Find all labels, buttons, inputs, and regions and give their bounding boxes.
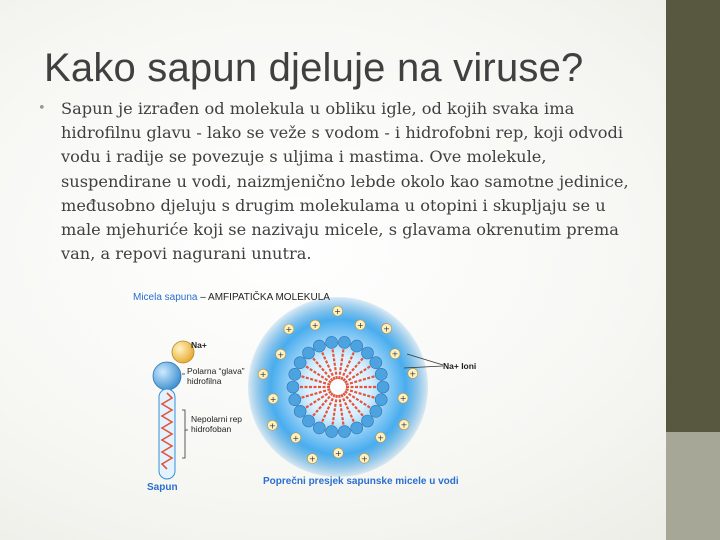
bullet-paragraph <box>38 97 638 266</box>
micelle-head <box>375 368 387 380</box>
sodium-ion <box>398 393 408 403</box>
svg-text:+: + <box>277 350 285 360</box>
slide-title: Kako sapun djeluje na viruse? <box>44 46 584 90</box>
micelle-section-caption: Poprečni presjek sapunske micele u vodi <box>263 476 459 487</box>
micelle-head <box>313 422 325 434</box>
micelle-head <box>377 381 389 393</box>
micelle-head <box>326 426 338 438</box>
svg-text:+: + <box>400 420 408 430</box>
micelle-head <box>370 405 382 417</box>
polar-head-label: Polarna “glava” hidrofilna <box>187 366 245 386</box>
sodium-ion <box>408 368 418 378</box>
micelle-head <box>303 415 315 427</box>
micelle-head <box>361 347 373 359</box>
sodium-ion <box>268 394 278 404</box>
svg-text:+: + <box>356 320 364 330</box>
micelle-head <box>351 340 363 352</box>
sodium-ion <box>390 349 400 359</box>
svg-text:+: + <box>269 421 276 431</box>
svg-text:+: + <box>399 394 407 404</box>
micelle-head <box>338 336 350 348</box>
sodium-ion <box>284 324 294 334</box>
sodium-ion <box>355 320 365 330</box>
svg-text:+: + <box>292 433 300 443</box>
svg-text:+: + <box>308 454 316 464</box>
micelle-head <box>375 394 387 406</box>
sodium-ion <box>310 320 320 330</box>
svg-text:+: + <box>377 433 385 443</box>
micelle-head <box>303 347 315 359</box>
figure-caption-top: Micela sapuna – AMFIPATIČKA MOLEKULA <box>133 292 330 303</box>
svg-text:+: + <box>259 370 267 380</box>
micelle-head <box>313 340 325 352</box>
nonpolar-tail-label: Nepolarni rep hidrofoban <box>191 414 243 434</box>
svg-text:+: + <box>391 349 399 359</box>
svg-text:+: + <box>383 324 390 334</box>
sodium-ion <box>376 432 386 442</box>
sodium-ion <box>307 454 317 464</box>
sodium-ion <box>276 349 286 359</box>
svg-text:+: + <box>360 454 368 464</box>
svg-text:+: + <box>311 321 319 331</box>
sodium-ion <box>333 306 343 316</box>
sodium-ion <box>333 448 343 458</box>
soap-molecule-diagram <box>153 341 194 479</box>
micelle-head <box>351 422 363 434</box>
svg-text:+: + <box>409 369 417 379</box>
micelle-illustration <box>125 290 495 495</box>
micelle-head <box>326 336 338 348</box>
micelle-head <box>289 394 301 406</box>
sodium-ion <box>399 420 409 430</box>
bullet-text: Sapun je izrađen od molekula u obliku igle, od kojih svaka ima hidrofilnu glavu - lako se veže s vodom - i hidrofobni rep, koji odvodi vodu i radije se povezuje s uljima i mastima. Ove molekule, suspendirane u vodi, naizmjenično lebde okolo kao samotne jedinice, međusobno djeluju s drugim molekulama u otopini i skupljaju se u male mjehuriće koji se nazivaju micele, s glavama okrenutim prema van, a repovi nagurani unutra. <box>61 99 629 264</box>
ions-label: Na+ Ioni <box>443 361 477 371</box>
sodium-ion <box>359 453 369 463</box>
sidebar-accent-block <box>666 432 720 540</box>
bullet-marker: • <box>38 101 46 116</box>
micelle-head <box>287 381 299 393</box>
svg-text:+: + <box>285 325 293 335</box>
svg-text:+: + <box>334 307 342 317</box>
svg-text:+: + <box>334 448 342 458</box>
svg-text:+: + <box>269 394 277 404</box>
soap-micelle-figure <box>125 290 495 495</box>
micelle-head <box>370 357 382 369</box>
micelle-head <box>294 405 306 417</box>
micelle-head <box>289 368 301 380</box>
sodium-ion <box>291 433 301 443</box>
micelle-head <box>294 357 306 369</box>
sodium-ion <box>382 324 392 334</box>
na-label: Na+ <box>191 340 207 350</box>
micelle-head <box>338 426 350 438</box>
micelle-head <box>361 415 373 427</box>
sodium-ion <box>267 420 277 430</box>
soap-caption: Sapun <box>147 482 178 493</box>
micelle-cross-section <box>248 297 443 477</box>
